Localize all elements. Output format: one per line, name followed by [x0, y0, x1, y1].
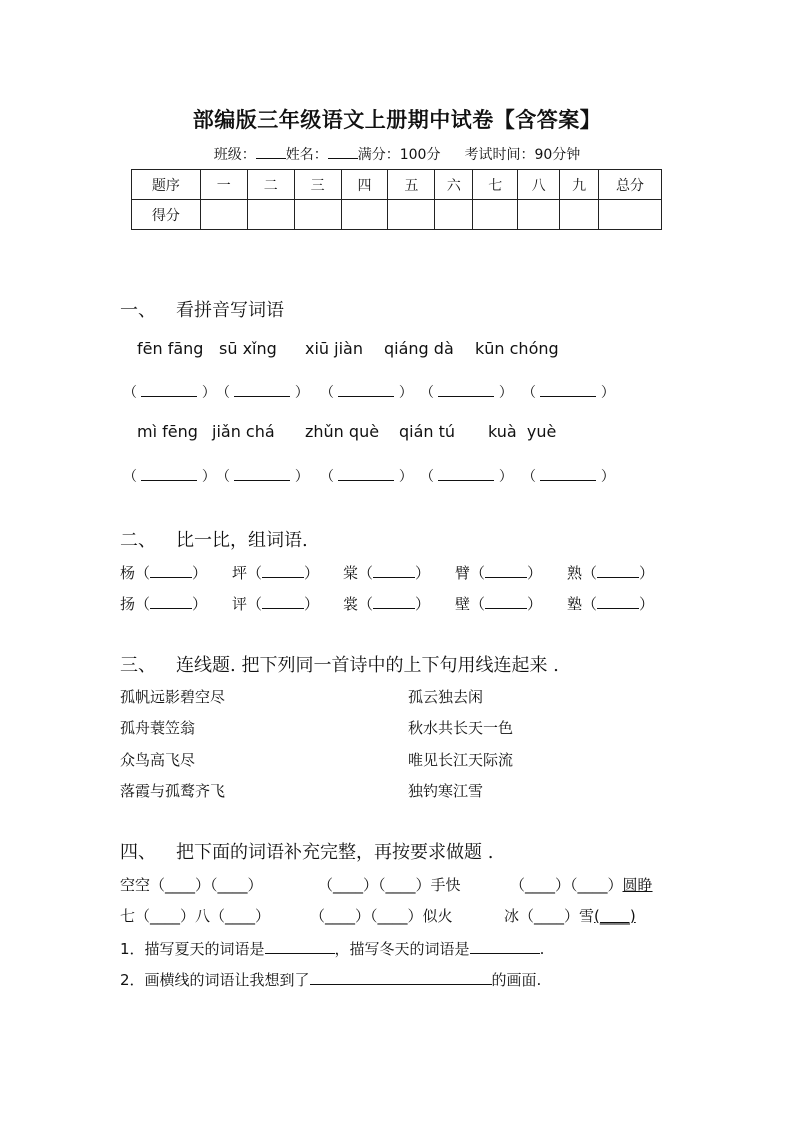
compare-item[interactable]: 坪（ ）: [232, 564, 320, 582]
pinyin-item: kuà yuè: [488, 422, 557, 441]
poem-line-left[interactable]: 落霞与孤鹜齐飞: [120, 782, 226, 800]
score-table: [131, 169, 662, 230]
score-table-header: 九: [560, 170, 599, 200]
score-row-label: 得分: [132, 200, 201, 230]
question-text: 2．画横线的词语让我想到了: [120, 971, 310, 989]
score-table-header: 题序: [132, 170, 201, 200]
score-table-header: 二: [247, 170, 294, 200]
compare-item[interactable]: 评（ ）: [232, 595, 320, 613]
section-number: 三、: [120, 655, 156, 676]
score-table-header: 五: [388, 170, 435, 200]
answer-blank[interactable]: （ ）: [320, 469, 413, 485]
compare-item[interactable]: 熟（ ）: [567, 564, 655, 582]
idiom-fill[interactable]: （____）（____）手快: [318, 876, 461, 894]
section-4-heading: [120, 838, 493, 864]
pinyin-item: zhǔn què: [305, 422, 380, 441]
full-score: 满分：100分: [357, 147, 441, 163]
underlined-blank: (____): [594, 907, 636, 925]
idiom-fill[interactable]: （____）（____）似火: [310, 907, 453, 925]
idiom-blanks: 冰（____）雪: [504, 907, 595, 925]
score-cell[interactable]: [200, 200, 247, 230]
score-cell[interactable]: [518, 200, 560, 230]
name-blank[interactable]: [328, 146, 358, 159]
answer-blank[interactable]: （ ）: [420, 469, 513, 485]
answer-blank[interactable]: （ ）: [123, 385, 216, 401]
answer-blank[interactable]: （ ）: [522, 385, 615, 401]
poem-line-right[interactable]: 独钓寒江雪: [408, 782, 484, 800]
score-table-header: 四: [341, 170, 388, 200]
score-cell[interactable]: [560, 200, 599, 230]
answer-blank[interactable]: （ ）: [522, 469, 615, 485]
compare-item[interactable]: 裳（ ）: [343, 595, 431, 613]
answer-blank[interactable]: （ ）: [216, 385, 309, 401]
answer-line[interactable]: [310, 972, 492, 985]
score-cell[interactable]: [247, 200, 294, 230]
score-table-header: 一: [200, 170, 247, 200]
char: 评: [232, 595, 248, 613]
score-cell[interactable]: [294, 200, 341, 230]
score-table-header: 八: [518, 170, 560, 200]
compare-item[interactable]: 棠（ ）: [343, 564, 431, 582]
answer-line[interactable]: [470, 941, 540, 954]
poem-line-left[interactable]: 众鸟高飞尽: [120, 751, 196, 769]
section-1-heading: [120, 296, 284, 322]
score-cell[interactable]: [388, 200, 435, 230]
section-number: 一、: [120, 300, 156, 321]
char: 臂: [455, 564, 471, 582]
section-title: 看拼音写词语: [176, 300, 284, 321]
section-title: 把下面的词语补充完整，再按要求做题 .: [176, 842, 494, 863]
poem-line-right[interactable]: 秋水共长天一色: [408, 719, 514, 737]
idiom-fill[interactable]: [510, 874, 653, 895]
poem-line-left[interactable]: 孤舟蓑笠翁: [120, 719, 196, 737]
section-3-heading: [120, 651, 559, 677]
pinyin-item: kūn chóng: [475, 339, 559, 358]
question-2: [120, 969, 541, 990]
question-text: 1．描写夏天的词语是: [120, 940, 265, 958]
answer-blank[interactable]: （ ）: [420, 385, 513, 401]
poem-line-right[interactable]: 唯见长江天际流: [408, 751, 514, 769]
exam-info-line: [0, 144, 794, 164]
pinyin-item: qián tú: [399, 422, 456, 441]
score-cell[interactable]: [435, 200, 473, 230]
underlined-word: 圆睁: [622, 876, 653, 894]
pinyin-item: mì fēng: [137, 422, 198, 441]
name-label: 姓名：: [285, 147, 328, 163]
question-text: 的画面.: [491, 971, 542, 989]
score-table-header: 七: [473, 170, 518, 200]
section-title: 比一比，组词语.: [176, 530, 308, 551]
char: 扬: [120, 595, 136, 613]
section-number: 四、: [120, 842, 156, 863]
question-1: 1．描写夏天的词语是 ，描写冬天的词语是 .: [120, 940, 545, 958]
pinyin-item: jiǎn chá: [212, 422, 275, 441]
answer-blank[interactable]: （ ）: [320, 385, 413, 401]
score-cell[interactable]: [341, 200, 388, 230]
score-table-header: 六: [435, 170, 473, 200]
pinyin-item: xiū jiàn: [305, 339, 363, 358]
section-2-heading: [120, 526, 308, 552]
answer-blank[interactable]: （ ）: [216, 469, 309, 485]
score-table-score-row: [132, 200, 662, 230]
char: 熟: [567, 564, 583, 582]
compare-item[interactable]: 臂（ ）: [455, 564, 543, 582]
question-text: ，描写冬天的词语是: [334, 940, 470, 958]
char: 杨: [120, 564, 136, 582]
char: 裳: [343, 595, 359, 613]
score-cell[interactable]: [599, 200, 662, 230]
idiom-blanks: （____）（____）: [510, 876, 623, 894]
class-blank[interactable]: [256, 146, 286, 159]
section-title: 连线题. 把下列同一首诗中的上下句用线连起来 .: [176, 655, 559, 676]
pinyin-item: sū xǐng: [219, 339, 277, 358]
pinyin-item: fēn fāng: [137, 339, 204, 358]
char: 壁: [455, 595, 471, 613]
idiom-fill[interactable]: 七（____）八（____）: [120, 907, 271, 925]
compare-item[interactable]: 杨（ ）: [120, 564, 208, 582]
char: 塾: [567, 595, 583, 613]
char: 棠: [343, 564, 359, 582]
score-table-header-row: [132, 170, 662, 200]
poem-line-right[interactable]: 孤云独去闲: [408, 688, 484, 706]
class-label: 班级：: [213, 147, 256, 163]
poem-line-left[interactable]: 孤帆远影碧空尽: [120, 688, 226, 706]
compare-item[interactable]: 扬（ ）: [120, 595, 208, 613]
answer-line[interactable]: [265, 941, 335, 954]
idiom-fill[interactable]: 空空（____）（____）: [120, 876, 263, 894]
section-number: 二、: [120, 530, 156, 551]
page-title: 部编版三年级语文上册期中试卷【含答案】: [192, 107, 602, 132]
pinyin-item: qiáng dà: [384, 339, 454, 358]
char: 坪: [232, 564, 248, 582]
score-table-header: 总分: [599, 170, 662, 200]
answer-blank[interactable]: （ ）: [123, 469, 216, 485]
compare-item[interactable]: 塾（ ）: [567, 595, 655, 613]
score-table-header: 三: [294, 170, 341, 200]
score-cell[interactable]: [473, 200, 518, 230]
exam-time: 考试时间：90分钟: [464, 147, 581, 163]
compare-item[interactable]: 壁（ ）: [455, 595, 543, 613]
idiom-fill[interactable]: [504, 905, 636, 926]
